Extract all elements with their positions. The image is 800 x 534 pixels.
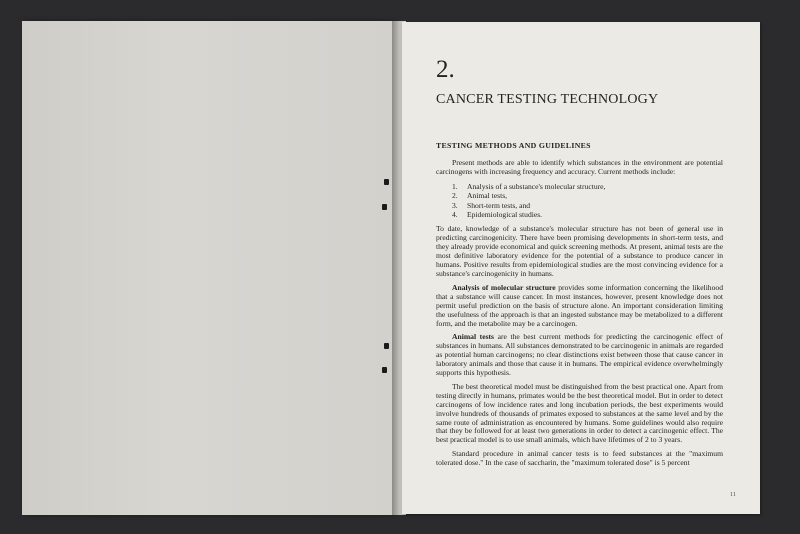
list-number: 2. — [452, 191, 458, 201]
binding-hole — [382, 204, 387, 210]
todate-paragraph: To date, knowledge of a substance's molecular structure has not been of general use in predicting carcinogenicity. There have been promising developments in short-term tests, and they already provide economical and quick screening methods. At present, animal tests are the most definitive laboratory evidence for the potential of a substance to produce cancer in humans. Positive results from epidemiological studies are the most convincing evidence for a substance's carcinogenicity in humans. — [436, 224, 723, 278]
list-text: Short-term tests, and — [467, 200, 531, 210]
molecular-paragraph — [436, 284, 723, 329]
molecular-lead: Analysis of molecular structure — [452, 282, 556, 292]
animal-lead: Animal tests — [452, 332, 495, 342]
intro-paragraph: Present methods are able to identify which substances in the environment are potential carcinogens with increasing frequency and accuracy. Current methods include: — [436, 158, 723, 176]
list-number: 3. — [452, 200, 458, 210]
animal-text: are the best current methods for predicting the carcinogenic effect of substances in humans. All substances demonstrated to be carcinogenic in animals are regarded as potential human carcinogens; no clear distinctions exist between those that cause cancer in laboratory animals and those that cause it in humans. The empirical evidence overwhelmingly supports this hypothesis. — [436, 332, 723, 378]
page-number: 11 — [729, 491, 736, 498]
page-content — [436, 56, 723, 473]
molecular-text: provides some information concerning the likelihood that a substance will cause cancer. In most instances, however, present knowledge does not permit useful prediction on the basis of structure alone. An important consideration limiting the usefulness of the approach is that an ingested substance may be metabolized to a different form, and the metabolite may be a carcinogen. — [436, 282, 723, 328]
left-blank-page — [22, 21, 394, 515]
standard-paragraph: Standard procedure in animal cancer tests is to feed substances at the "maximum tolerated dose." In the case of saccharin, the "maximum tolerated dose" is 5 percent — [436, 449, 723, 468]
binding-hole — [384, 343, 389, 349]
binding-hole — [382, 367, 387, 373]
list-text: Animal tests, — [467, 191, 508, 201]
list-item — [452, 201, 723, 210]
list-item — [452, 182, 723, 191]
list-number: 4. — [452, 210, 458, 220]
list-number: 1. — [452, 181, 458, 191]
list-text: Epidemiological studies. — [467, 210, 543, 220]
methods-list — [452, 182, 723, 220]
chapter-number: 2. — [436, 56, 455, 83]
right-text-page — [402, 22, 760, 514]
list-item — [452, 191, 723, 200]
model-paragraph: The best theoretical model must be distinguished from the best practical one. Apart from testing directly in humans, primates would be the best theoretical model. But in order to detect carcinogens of low incidence rates and long incubation periods, the best experiments would involve hundreds of thousands of primates exposed to substances at the same level and by the same route of administration as encountered by humans. Some guidelines would also require that they be followed for at least two generations in order to detect a carcinogenic effect. The best practical model is to use small animals, which have lifetimes of 2 to 3 years. — [436, 381, 724, 445]
chapter-title: CANCER TESTING TECHNOLOGY — [436, 92, 659, 107]
animal-paragraph — [436, 333, 723, 378]
section-heading: TESTING METHODS AND GUIDELINES — [436, 141, 591, 150]
list-item — [452, 210, 723, 219]
binding-hole — [384, 179, 389, 185]
list-text: Analysis of a substance's molecular structure, — [467, 181, 606, 191]
